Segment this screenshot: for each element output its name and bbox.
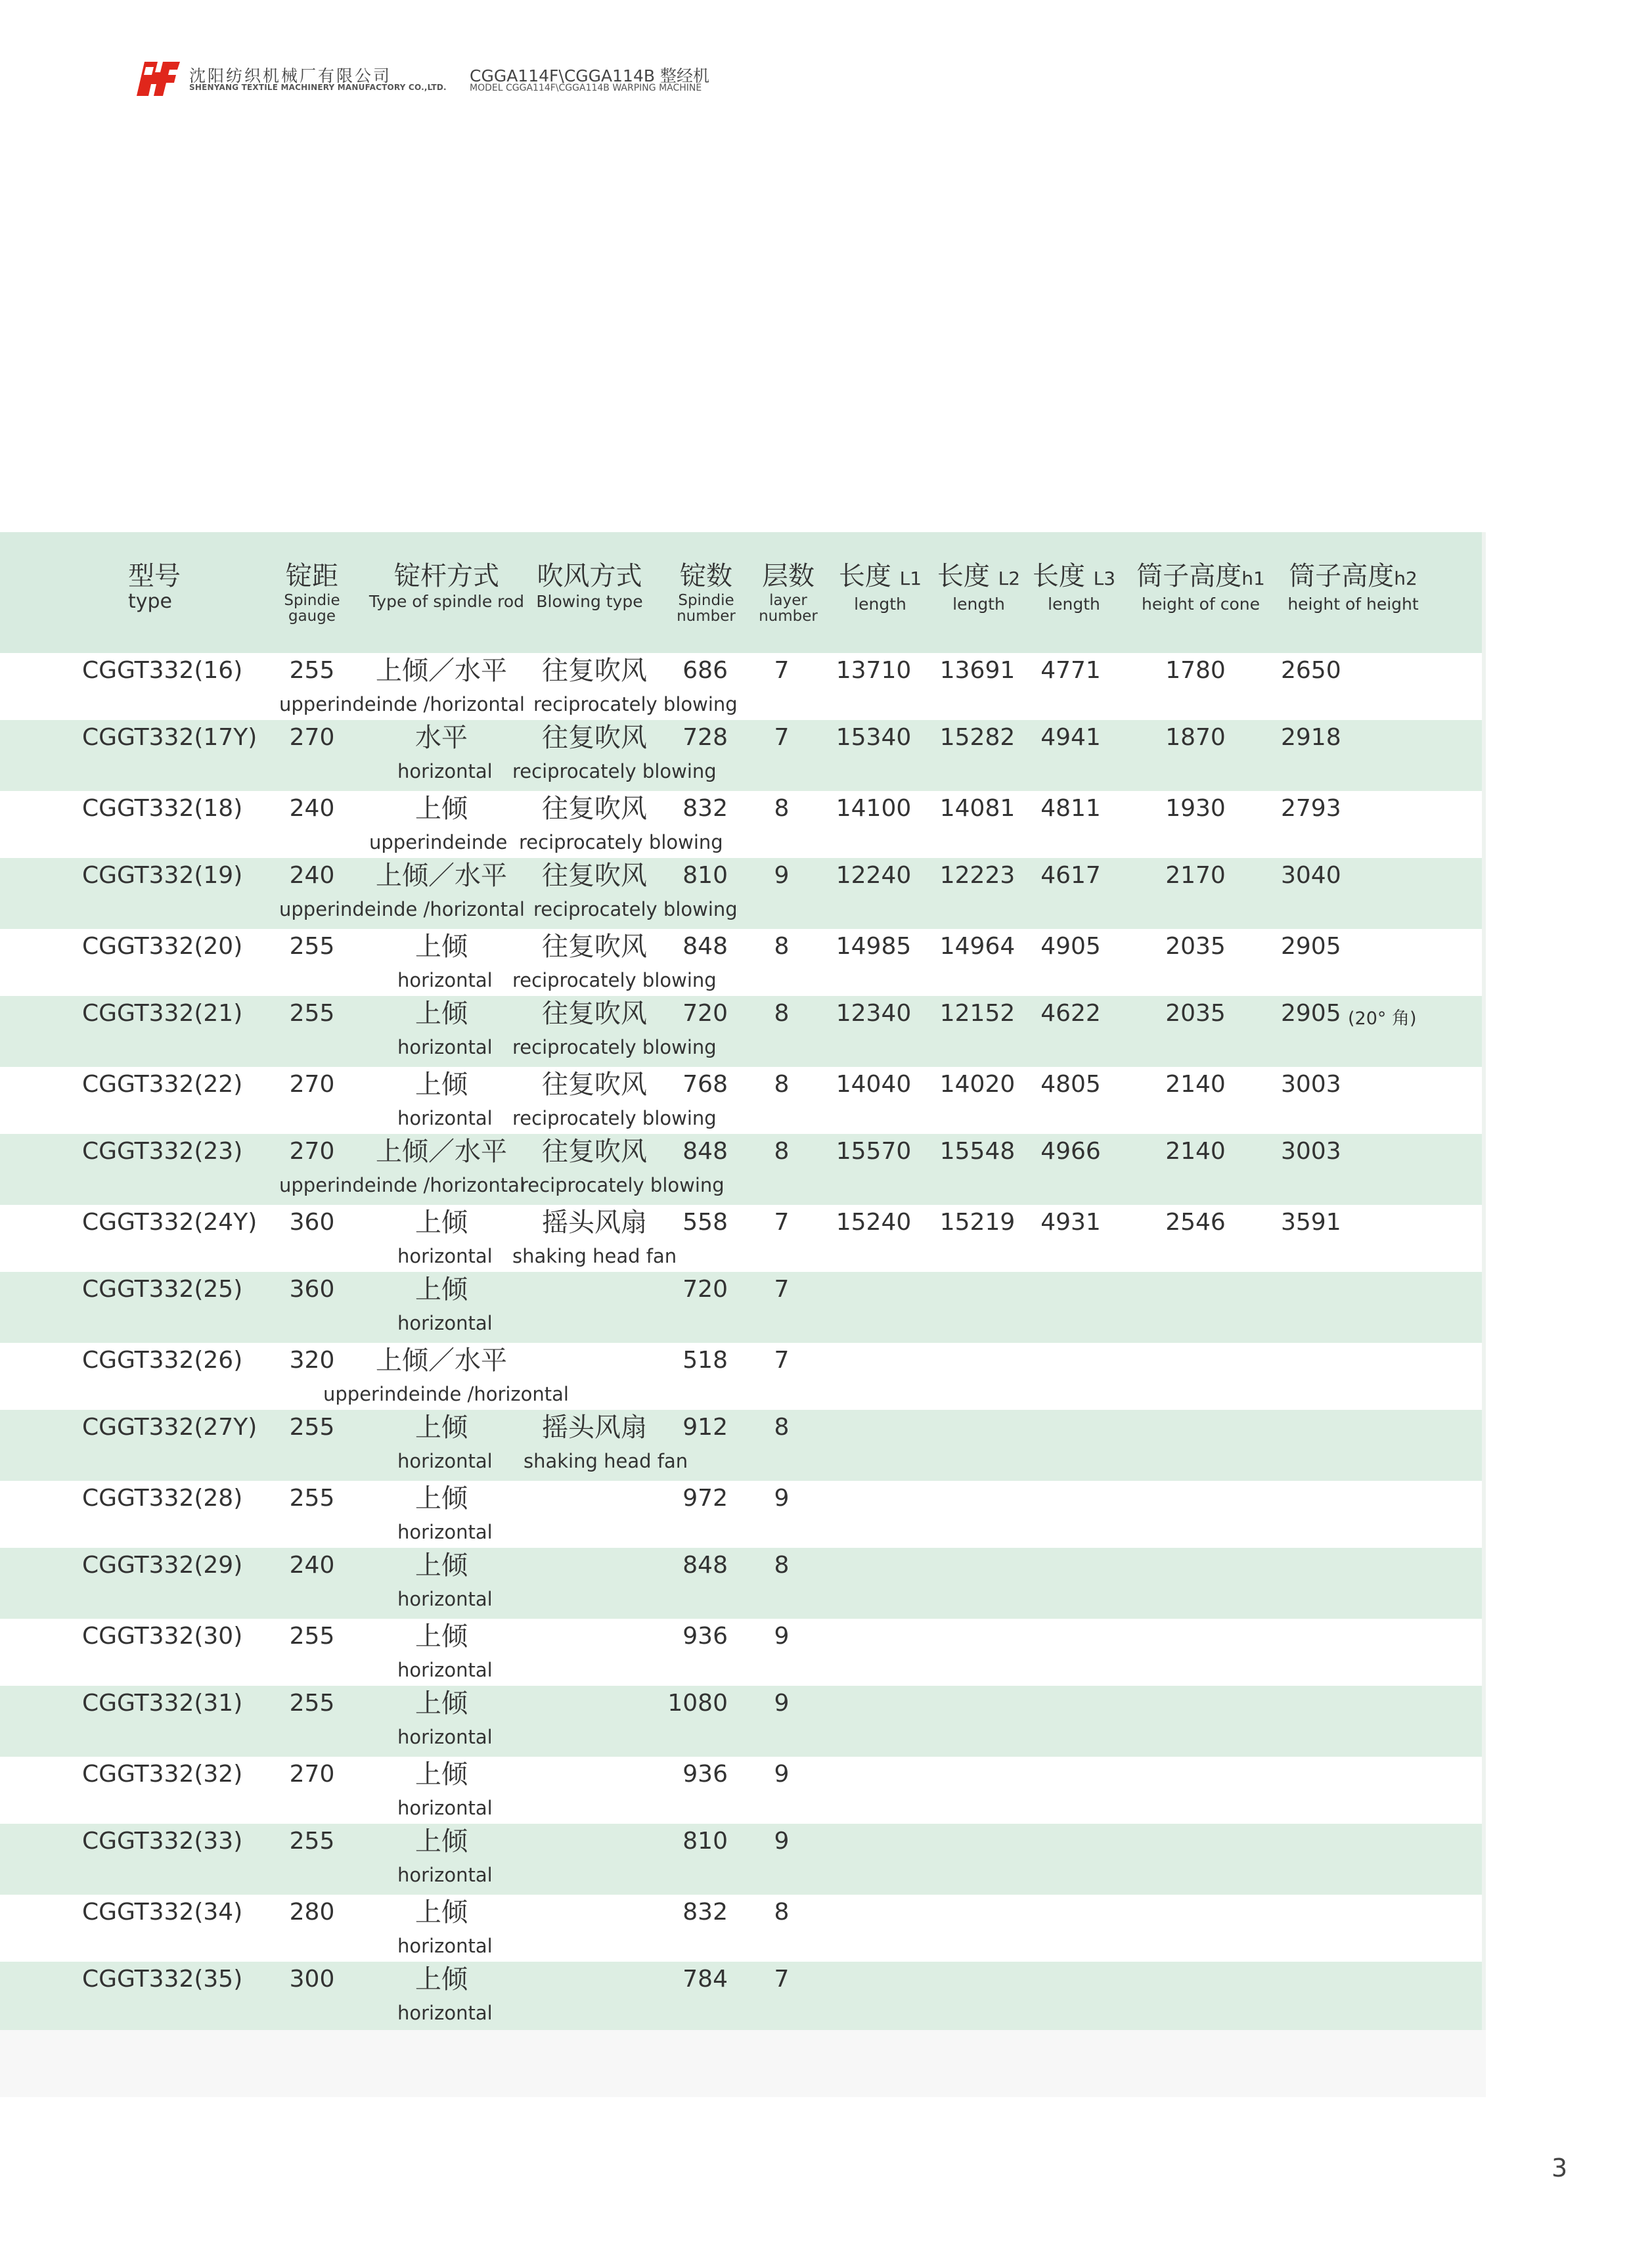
cell-layers: 8	[774, 1000, 790, 1027]
col-header-layers: 层数 layer number	[759, 561, 818, 625]
cell-type: CGGT332(26)	[82, 1347, 243, 1374]
cell-type: CGGT332(27Y)	[82, 1414, 257, 1441]
cell-h2: 2905	[1281, 933, 1341, 960]
table-row	[0, 1962, 1486, 2033]
cell-rod-cn: 上倾／水平	[376, 1345, 507, 1376]
cell-rod-en: upperindeinde /horizontal	[279, 693, 525, 715]
cell-gauge: 255	[289, 657, 335, 684]
cell-l2: 15282	[939, 724, 1016, 751]
cell-gauge: 240	[289, 1552, 335, 1579]
cell-layers: 9	[774, 1485, 790, 1512]
cell-blow-en: shaking head fan	[524, 1450, 688, 1472]
cell-rod-en: upperindeinde	[369, 831, 508, 853]
table-row	[0, 1067, 1486, 1134]
cell-spindles: 832	[682, 795, 728, 822]
cell-rod-en: horizontal	[397, 1312, 493, 1334]
cell-layers: 8	[774, 1552, 790, 1579]
cell-l1: 12240	[836, 862, 912, 889]
cell-spindles: 912	[682, 1414, 728, 1441]
cell-h1: 1870	[1165, 724, 1226, 751]
cell-blow-cn: 往复吹风	[542, 794, 647, 824]
cell-h2: 3003	[1281, 1138, 1341, 1165]
cell-l1: 12340	[836, 1000, 912, 1027]
cell-l1: 14040	[836, 1071, 912, 1098]
cell-h2-note: (20° 角)	[1348, 1008, 1417, 1029]
cell-rod-en: upperindeinde /horizontal	[279, 1174, 525, 1196]
cell-rod-cn: 上倾	[415, 1412, 468, 1443]
cell-type: CGGT332(34)	[82, 1899, 243, 1926]
cell-l3: 4805	[1040, 1071, 1101, 1098]
cell-l3: 4622	[1040, 1000, 1101, 1027]
cell-l3: 4941	[1040, 724, 1101, 751]
cell-h1: 2035	[1165, 933, 1226, 960]
cell-gauge: 270	[289, 1138, 335, 1165]
cell-gauge: 255	[289, 1690, 335, 1717]
cell-rod-cn: 上倾	[415, 1897, 468, 1928]
cell-h1: 1780	[1165, 657, 1226, 684]
cell-h1: 2140	[1165, 1138, 1226, 1165]
cell-blow-en: shaking head fan	[512, 1245, 677, 1267]
col-header-rod: 锭杆方式 Type of spindle rod	[368, 561, 525, 611]
cell-h1: 1930	[1165, 795, 1226, 822]
cell-rod-cn: 上倾	[415, 1621, 468, 1652]
cell-gauge: 270	[289, 724, 335, 751]
cell-l3: 4811	[1040, 795, 1101, 822]
cell-type: CGGT332(17Y)	[82, 724, 257, 751]
table-row	[0, 720, 1486, 791]
table-row	[0, 791, 1486, 858]
cell-blow-en: reciprocately blowing	[533, 898, 738, 920]
cell-gauge: 240	[289, 795, 335, 822]
cell-spindles: 848	[682, 1138, 728, 1165]
cell-type: CGGT332(20)	[82, 933, 243, 960]
cell-spindles: 728	[682, 724, 728, 751]
cell-type: CGGT332(30)	[82, 1623, 243, 1650]
cell-gauge: 255	[289, 1414, 335, 1441]
cell-h2: 3003	[1281, 1071, 1341, 1098]
cell-rod-en: horizontal	[397, 2002, 493, 2024]
cell-gauge: 270	[289, 1761, 335, 1788]
cell-gauge: 255	[289, 1623, 335, 1650]
cell-spindles: 720	[682, 1000, 728, 1027]
table-row	[0, 1134, 1486, 1205]
cell-spindles: 810	[682, 1828, 728, 1855]
col-header-blowing: 吹风方式 Blowing type	[536, 561, 643, 611]
cell-spindles: 848	[682, 933, 728, 960]
cell-spindles: 558	[682, 1209, 728, 1236]
cell-layers: 7	[774, 724, 790, 751]
cell-layers: 7	[774, 1966, 790, 1993]
cell-blow-cn: 往复吹风	[542, 1137, 647, 1167]
cell-type: CGGT332(28)	[82, 1485, 243, 1512]
company-name-cn: 沈阳纺织机械厂有限公司	[189, 66, 392, 85]
cell-rod-cn: 上倾	[415, 1275, 468, 1305]
cell-type: CGGT332(32)	[82, 1761, 243, 1788]
col-header-l1: 长度 L1 length	[838, 561, 922, 614]
cell-layers: 9	[774, 1690, 790, 1717]
cell-gauge: 360	[289, 1209, 335, 1236]
table-row	[0, 1410, 1486, 1481]
cell-l2: 12223	[939, 862, 1016, 889]
col-header-l3: 长度 L3 length	[1032, 561, 1116, 614]
cell-blow-en: reciprocately blowing	[512, 760, 717, 782]
cell-rod-cn: 上倾	[415, 1070, 468, 1100]
cell-spindles: 518	[682, 1347, 728, 1374]
cell-type: CGGT332(35)	[82, 1966, 243, 1993]
cell-l1: 14100	[836, 795, 912, 822]
cell-spindles: 686	[682, 657, 728, 684]
cell-l3: 4905	[1040, 933, 1101, 960]
company-name-en: SHENYANG TEXTILE MACHINERY MANUFACTORY CO.,LTD.	[189, 83, 447, 92]
cell-h1: 2546	[1165, 1209, 1226, 1236]
col-header-l2: 长度 L2 length	[937, 561, 1021, 614]
cell-rod-cn: 上倾	[415, 1826, 468, 1857]
cell-rod-cn: 上倾	[415, 1483, 468, 1514]
cell-h2: 2918	[1281, 724, 1341, 751]
cell-spindles: 832	[682, 1899, 728, 1926]
cell-rod-cn: 上倾／水平	[376, 1137, 507, 1167]
cell-layers: 8	[774, 1138, 790, 1165]
cell-rod-en: horizontal	[397, 1036, 493, 1058]
cell-spindles: 936	[682, 1761, 728, 1788]
cell-l1: 15340	[836, 724, 912, 751]
cell-l2: 15548	[939, 1138, 1016, 1165]
cell-layers: 9	[774, 1828, 790, 1855]
cell-blow-en: reciprocately blowing	[512, 969, 717, 991]
cell-gauge: 320	[289, 1347, 335, 1374]
cell-l1: 15240	[836, 1209, 912, 1236]
cell-spindles: 972	[682, 1485, 728, 1512]
table-row	[0, 1757, 1486, 1824]
cell-l2: 12152	[939, 1000, 1016, 1027]
table-header	[0, 532, 1486, 653]
cell-rod-en: upperindeinde /horizontal	[323, 1383, 569, 1405]
cell-blow-en: reciprocately blowing	[512, 1036, 717, 1058]
cell-spindles: 810	[682, 862, 728, 889]
col-header-gauge: 锭距 Spindie gauge	[284, 561, 340, 625]
cell-blow-cn: 往复吹风	[542, 999, 647, 1029]
cell-gauge: 300	[289, 1966, 335, 1993]
col-header-h2: 筒子高度h2 height of height	[1287, 561, 1419, 614]
cell-gauge: 255	[289, 1000, 335, 1027]
cell-h2: 2793	[1281, 795, 1341, 822]
table-row	[0, 1619, 1486, 1686]
cell-gauge: 255	[289, 1485, 335, 1512]
cell-type: CGGT332(25)	[82, 1276, 243, 1303]
cell-l1: 15570	[836, 1138, 912, 1165]
table-row	[0, 996, 1486, 1067]
cell-rod-en: horizontal	[397, 1450, 493, 1472]
cell-h2: 2650	[1281, 657, 1341, 684]
col-header-type: 型号 type	[128, 561, 181, 613]
cell-rod-en: horizontal	[397, 1659, 493, 1681]
cell-h2: 3591	[1281, 1209, 1341, 1236]
cell-rod-cn: 水平	[415, 723, 468, 753]
cell-blow-cn: 往复吹风	[542, 723, 647, 753]
table-row	[0, 1895, 1486, 1962]
cell-rod-cn: 上倾	[415, 932, 468, 962]
cell-rod-en: horizontal	[397, 760, 493, 782]
cell-rod-cn: 上倾	[415, 794, 468, 824]
table-row	[0, 1343, 1486, 1410]
cell-blow-cn: 往复吹风	[542, 1070, 647, 1100]
cell-rod-cn: 上倾	[415, 1208, 468, 1238]
cell-l3: 4617	[1040, 862, 1101, 889]
cell-l3: 4966	[1040, 1138, 1101, 1165]
cell-spindles: 784	[682, 1966, 728, 1993]
cell-l2: 13691	[939, 657, 1016, 684]
cell-rod-en: upperindeinde /horizontal	[279, 898, 525, 920]
table-row	[0, 1481, 1486, 1548]
cell-blow-cn: 往复吹风	[542, 656, 647, 686]
cell-blow-cn: 摇头风扇	[542, 1208, 647, 1238]
cell-spindles: 936	[682, 1623, 728, 1650]
cell-h1: 2170	[1165, 862, 1226, 889]
cell-layers: 8	[774, 1071, 790, 1098]
cell-gauge: 240	[289, 862, 335, 889]
cell-type: CGGT332(31)	[82, 1690, 243, 1717]
table-row	[0, 858, 1486, 929]
cell-rod-en: horizontal	[397, 1245, 493, 1267]
cell-l1: 14985	[836, 933, 912, 960]
cell-l3: 4931	[1040, 1209, 1101, 1236]
cell-blow-cn: 往复吹风	[542, 932, 647, 962]
cell-rod-cn: 上倾	[415, 1759, 468, 1790]
table-body	[0, 653, 1486, 2033]
cell-l2: 15219	[939, 1209, 1016, 1236]
cell-type: CGGT332(24Y)	[82, 1209, 257, 1236]
cell-rod-cn: 上倾	[415, 1550, 468, 1581]
cell-rod-en: horizontal	[397, 969, 493, 991]
cell-layers: 8	[774, 1899, 790, 1926]
cell-gauge: 255	[289, 1828, 335, 1855]
cell-layers: 9	[774, 1623, 790, 1650]
cell-l3: 4771	[1040, 657, 1101, 684]
cell-layers: 7	[774, 1209, 790, 1236]
cell-spindles: 848	[682, 1552, 728, 1579]
cell-layers: 7	[774, 1276, 790, 1303]
cell-rod-cn: 上倾	[415, 1688, 468, 1719]
table-row	[0, 1205, 1486, 1272]
cell-l2: 14081	[939, 795, 1016, 822]
model-title-en: MODEL CGGA114F\CGGA114B WARPING MACHINE	[470, 83, 702, 93]
cell-type: CGGT332(22)	[82, 1071, 243, 1098]
table-row	[0, 1548, 1486, 1619]
cell-layers: 9	[774, 862, 790, 889]
col-header-spindles: 锭数 Spindie number	[677, 561, 736, 625]
cell-h2: 2905	[1281, 1000, 1341, 1027]
cell-gauge: 270	[289, 1071, 335, 1098]
cell-l2: 14964	[939, 933, 1016, 960]
table-row	[0, 929, 1486, 996]
table-row	[0, 1686, 1486, 1757]
cell-gauge: 280	[289, 1899, 335, 1926]
cell-h2: 3040	[1281, 862, 1341, 889]
cell-blow-en: reciprocately blowing	[519, 831, 723, 853]
cell-rod-en: horizontal	[397, 1797, 493, 1819]
cell-type: CGGT332(18)	[82, 795, 243, 822]
cell-h1: 2035	[1165, 1000, 1226, 1027]
cell-spindles: 720	[682, 1276, 728, 1303]
cell-rod-en: horizontal	[397, 1726, 493, 1748]
cell-h1: 2140	[1165, 1071, 1226, 1098]
cell-type: CGGT332(29)	[82, 1552, 243, 1579]
cell-blow-cn: 往复吹风	[542, 861, 647, 891]
cell-spindles: 768	[682, 1071, 728, 1098]
cell-rod-cn: 上倾	[415, 999, 468, 1029]
page-number: 3	[1552, 2154, 1568, 2182]
cell-type: CGGT332(23)	[82, 1138, 243, 1165]
cell-blow-en: reciprocately blowing	[533, 693, 738, 715]
cell-gauge: 255	[289, 933, 335, 960]
cell-layers: 8	[774, 795, 790, 822]
cell-layers: 9	[774, 1761, 790, 1788]
table-row	[0, 653, 1486, 720]
cell-type: CGGT332(33)	[82, 1828, 243, 1855]
cell-rod-en: horizontal	[397, 1935, 493, 1957]
cell-l1: 13710	[836, 657, 912, 684]
cell-gauge: 360	[289, 1276, 335, 1303]
cell-type: CGGT332(19)	[82, 862, 243, 889]
cell-layers: 7	[774, 657, 790, 684]
cell-blow-en: reciprocately blowing	[520, 1174, 725, 1196]
cell-rod-en: horizontal	[397, 1107, 493, 1129]
company-logo-icon	[131, 60, 183, 97]
cell-spindles: 1080	[667, 1690, 728, 1717]
cell-rod-cn: 上倾／水平	[376, 656, 507, 686]
cell-rod-cn: 上倾／水平	[376, 861, 507, 891]
cell-rod-cn: 上倾	[415, 1964, 468, 1995]
cell-type: CGGT332(21)	[82, 1000, 243, 1027]
table-row	[0, 1272, 1486, 1343]
spec-table	[0, 532, 1486, 2033]
cell-l2: 14020	[939, 1071, 1016, 1098]
page-header	[131, 60, 788, 100]
table-footer-band	[0, 2030, 1486, 2097]
cell-blow-cn: 摇头风扇	[542, 1412, 647, 1443]
cell-type: CGGT332(16)	[82, 657, 243, 684]
cell-layers: 7	[774, 1347, 790, 1374]
cell-layers: 8	[774, 1414, 790, 1441]
cell-rod-en: horizontal	[397, 1864, 493, 1886]
cell-layers: 8	[774, 933, 790, 960]
cell-blow-en: reciprocately blowing	[512, 1107, 717, 1129]
model-title-cn: CGGA114F\CGGA114B 整经机	[470, 66, 709, 85]
table-row	[0, 1824, 1486, 1895]
col-header-h1: 筒子高度h1 height of cone	[1136, 561, 1265, 614]
table-right-edge	[1482, 532, 1486, 2089]
cell-rod-en: horizontal	[397, 1588, 493, 1610]
cell-rod-en: horizontal	[397, 1521, 493, 1543]
